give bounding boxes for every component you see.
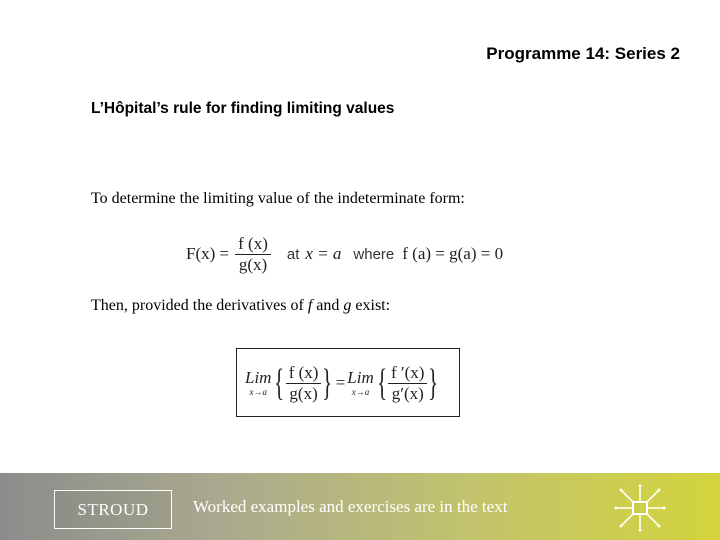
lhopital-rule-box <box>236 348 460 417</box>
indeterminate-form-equation <box>186 228 503 280</box>
eq2-left-denominator: g(x) <box>289 383 318 403</box>
eq1-condition: x = a <box>305 244 342 263</box>
eq1-where-word: where <box>353 245 395 263</box>
limit-right-subscript: x→a <box>351 387 370 397</box>
lhopital-rule-equation <box>245 353 440 413</box>
stroud-logo-box <box>54 490 172 529</box>
derivatives-text-g: g <box>343 297 352 314</box>
eq1-denominator: g(x) <box>238 254 268 274</box>
eq2-left-fraction <box>286 364 322 403</box>
limit-left <box>245 369 271 397</box>
intro-text: To determine the limiting value of the indeterminate form: <box>91 190 465 207</box>
eq1-lhs: F(x) = <box>186 244 230 263</box>
eq2-right-numerator: f ′(x) <box>388 364 427 384</box>
slide-title: L’Hôpital’s rule for finding limiting values <box>91 100 395 117</box>
eq1-numerator: f (x) <box>235 235 271 255</box>
right-brace-icon: } <box>428 362 439 404</box>
limit-left-subscript: x→a <box>249 387 267 397</box>
footer-bar <box>0 473 720 540</box>
programme-label: Programme 14: Series 2 <box>486 44 680 63</box>
eq1-fraction <box>235 235 271 274</box>
limit-right <box>347 369 373 397</box>
eq2-left-numerator: f (x) <box>286 364 322 384</box>
eq2-right-fraction <box>388 364 427 403</box>
footer-note: Worked examples and exercises are in the text <box>193 497 508 516</box>
derivatives-text <box>91 297 390 315</box>
derivatives-text-prefix: Then, provided the derivatives of <box>91 297 308 314</box>
derivatives-text-f: f <box>307 297 313 314</box>
eq2-equals: = <box>335 373 346 392</box>
left-brace-icon: { <box>274 362 285 404</box>
derivatives-text-and: and <box>312 297 344 314</box>
eq2-right-denominator: g′(x) <box>391 383 424 403</box>
limit-left-word: Lim <box>245 368 272 387</box>
stroud-label: STROUD <box>77 499 149 519</box>
right-brace-icon: } <box>322 362 333 404</box>
limit-right-word: Lim <box>347 368 374 387</box>
left-brace-icon: { <box>376 362 387 404</box>
network-burst-icon <box>612 483 668 533</box>
derivatives-text-suffix: exist: <box>351 297 391 314</box>
eq1-rhs: f (a) = g(a) = 0 <box>402 244 504 263</box>
eq1-at-word: at <box>286 245 300 263</box>
